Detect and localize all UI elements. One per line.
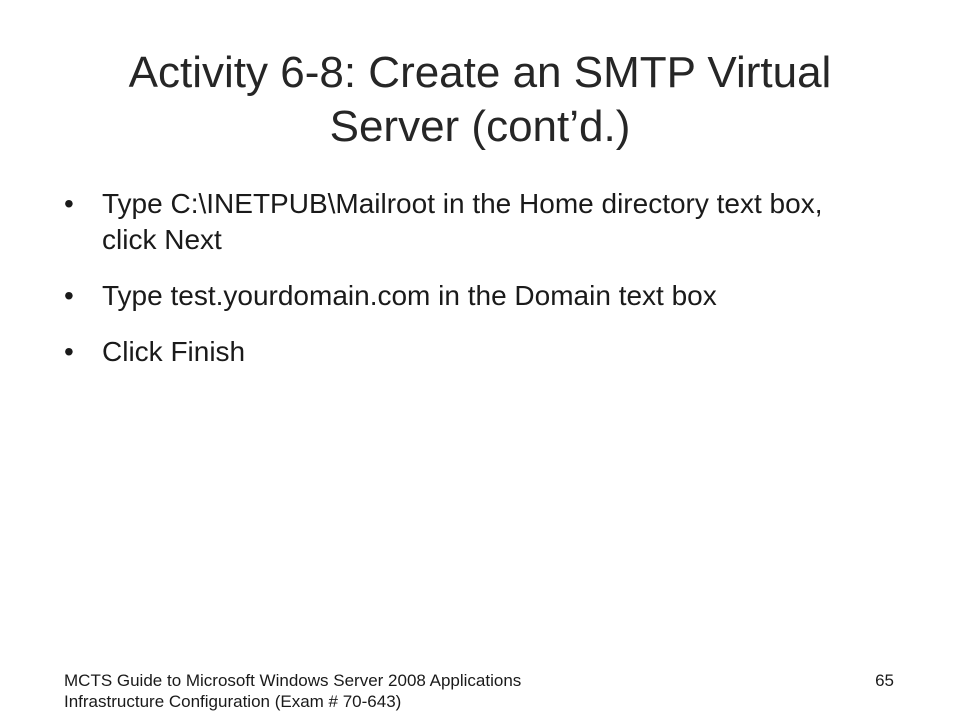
bullet-text: Type test.yourdomain.com in the Domain text box	[102, 280, 717, 311]
footer-line-1: MCTS Guide to Microsoft Windows Server 2008 Applications	[64, 671, 522, 690]
bullet-dot-icon: •	[64, 280, 74, 311]
footer-line-2: Infrastructure Configuration (Exam # 70-643)	[64, 692, 402, 711]
bullet-text: Click Finish	[102, 336, 246, 367]
bullet-item	[62, 278, 882, 314]
bullet-dot-icon: •	[64, 336, 74, 367]
slide-title: Activity 6-8: Create an SMTP Virtual Server (cont’d.)	[128, 48, 832, 151]
bullet-text: Type C:\INETPUB\Mailroot in the Home directory text box, click Next	[102, 188, 823, 255]
bullet-list	[62, 186, 882, 390]
bullet-item	[62, 334, 882, 370]
footer-course-title	[64, 670, 624, 712]
slide-number: 65	[875, 671, 894, 690]
bullet-dot-icon: •	[64, 188, 74, 219]
bullet-item	[62, 186, 882, 258]
